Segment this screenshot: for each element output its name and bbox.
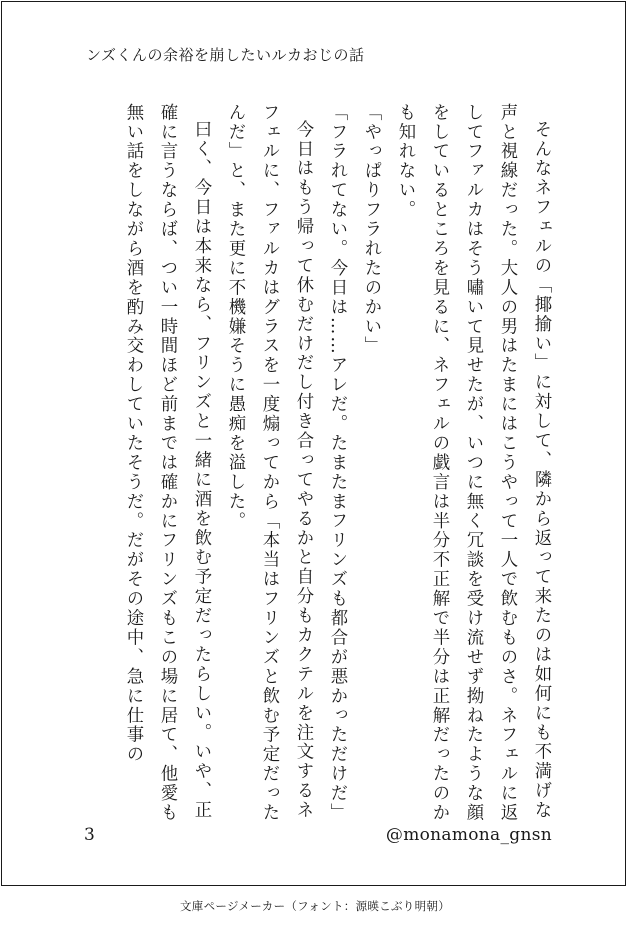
paragraph-4: 今日はもう帰って休むだけだし付き合ってやるかと自分もカクテルを注文するネフェルに、ファルカはグラスを一度煽ってから「本当はフリンズと飲む予定だったんだ」と、また更に不機嫌そうに愚痴を溢した。 xyxy=(225,103,313,823)
body-text xyxy=(78,103,558,823)
footer-caption: 文庫ページメーカー（フォント：源暎こぶり明朝） xyxy=(179,899,451,913)
paragraph-5: 曰く、今日は本来なら、フリンズと一緒に酒を飲む予定だったらしい。いや、正確に言うならば、つい一時間ほど前までは確かにフリンズもこの場に居て、他愛も無い話をしながら酒を酌み交わしていたそうだ。だがその途中、急に仕事の xyxy=(123,103,211,823)
paragraph-3: 「フラれてない。今日は……アレだ。たまたまフリンズも都合が悪かっただけだ」 xyxy=(327,103,347,823)
running-header-title: ンズくんの余裕を崩したいルカおじの話 xyxy=(86,46,365,64)
paragraph-1: そんなネフェルの「揶揄い」に対して、隣から返って来たのは如何にも不満げな声と視線だった。大人の男はたまにはこうやって一人で飲むものさ。ネフェルに返してファルカはそう嘯いて見せたが、いつに無く冗談を受け流せず拗ねたような顔をしているところを見るに、ネフェルの戯言は半分不正解で半分は正解だったのかも知れない。 xyxy=(395,103,551,823)
paragraph-2: 「やっぱりフラれたのかい」 xyxy=(361,103,381,356)
page-number: 3 xyxy=(84,825,95,845)
author-handle: @monamona_gnsn xyxy=(385,825,552,845)
